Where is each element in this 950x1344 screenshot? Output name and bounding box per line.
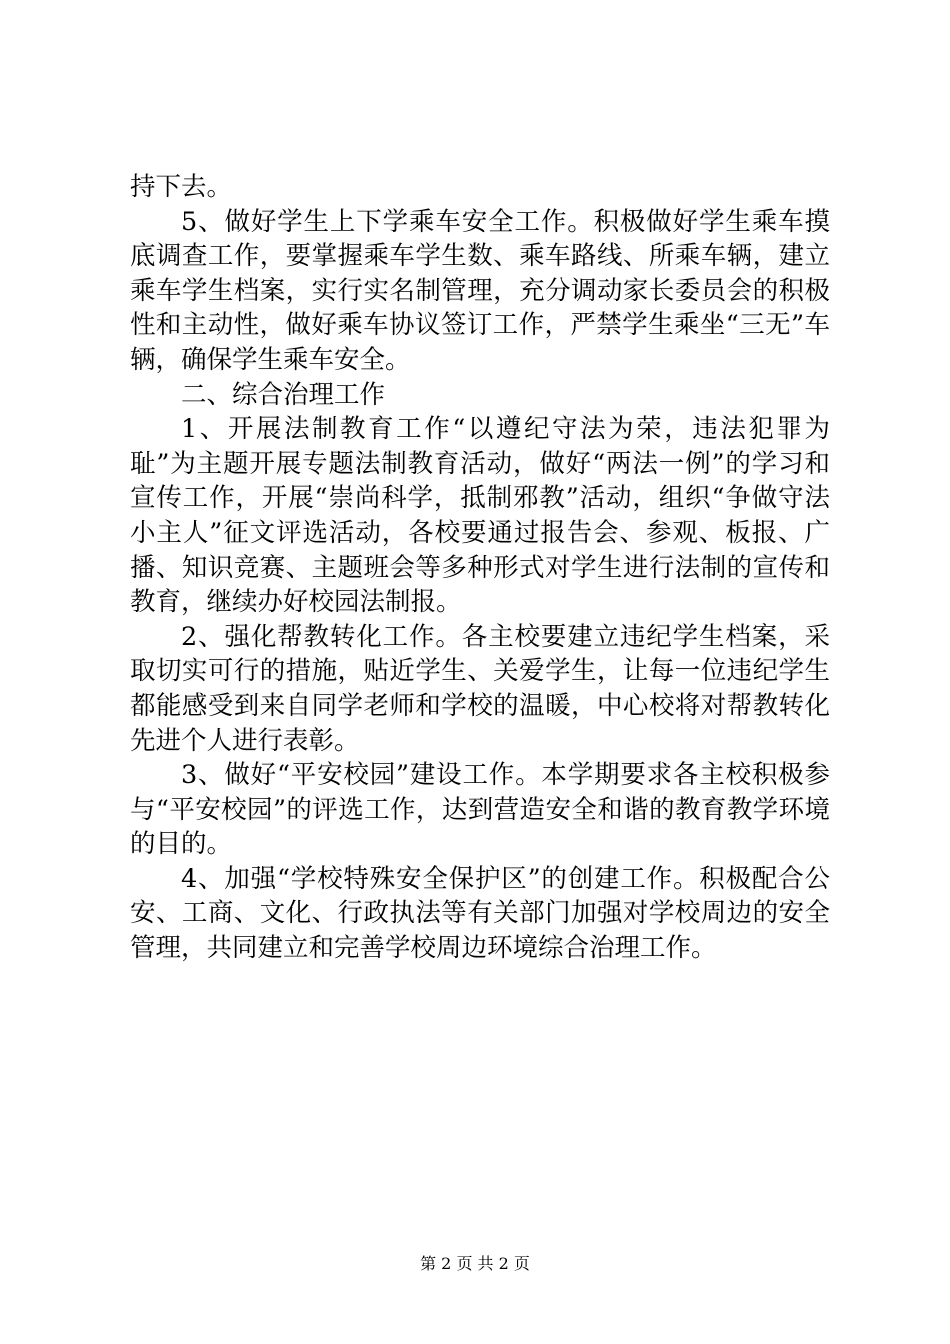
paragraph-item-4-protection-zone: 4、加强“学校特殊安全保护区”的创建工作。积极配合公安、工商、文化、行政执法等有关部门加强对学校周边的安全管理，共同建立和完善学校周边环境综合治理工作。	[130, 863, 830, 964]
paragraph-item-3-safe-campus: 3、做好“平安校园”建设工作。本学期要求各主校积极参与“平安校园”的评选工作，达到营造安全和谐的教育教学环境的目的。	[130, 760, 830, 860]
page-number-footer: 第 2 页 共 2 页	[420, 1254, 530, 1273]
section-heading-comprehensive-governance: 二、综合治理工作	[181, 379, 386, 410]
paragraph-item-2-assistance-transformation: 2、强化帮教转化工作。各主校要建立违纪学生档案，采取切实可行的措施，贴近学生、关爱学生，让每一位违纪学生都能感受到来自同学老师和学校的温暖，中心校将对帮教转化先进个人进行表彰。	[130, 621, 830, 756]
paragraph-item-1-legal-education: 1、开展法制教育工作“以遵纪守法为荣，违法犯罪为耻”为主题开展专题法制教育活动，做好“两法一例”的学习和宣传工作，开展“崇尚科学，抵制邪教”活动，组织“争做守法小主人”征文评选活动，各校要通过报告会、参观、板报、广播、知识竞赛、主题班会等多种形式对学生进行法制的宣传和教育，继续办好校园法制报。	[130, 414, 830, 618]
document-body	[130, 170, 830, 966]
paragraph-continuation: 持下去。	[130, 172, 233, 202]
paragraph-item-5-bus-safety: 5、做好学生上下学乘车安全工作。积极做好学生乘车摸底调查工作，要掌握乘车学生数、乘车路线、所乘车辆，建立乘车学生档案，实行实名制管理，充分调动家长委员会的积极性和主动性，做好乘车协议签订工作，严禁学生乘坐“三无”车辆，确保学生乘车安全。	[130, 206, 830, 375]
